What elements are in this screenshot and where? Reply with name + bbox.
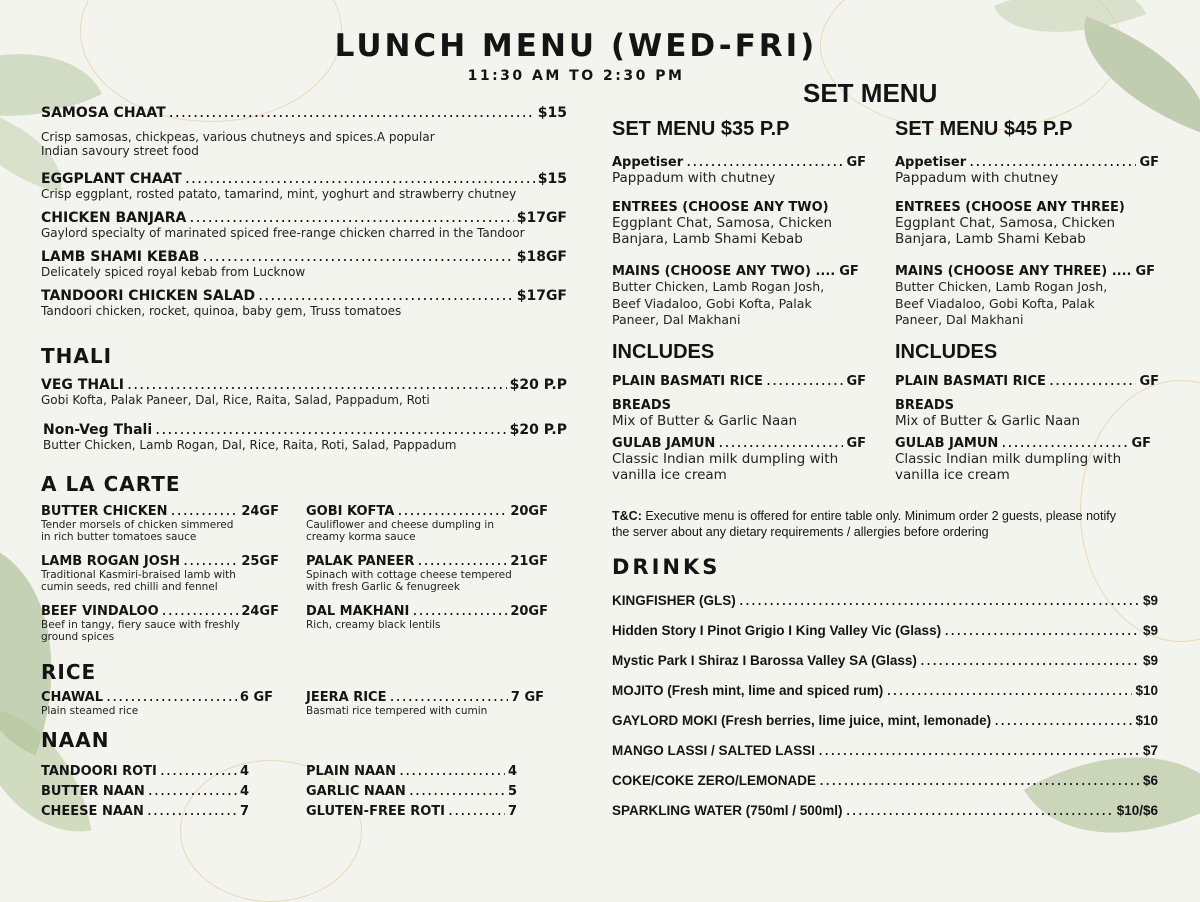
menu-item <box>41 374 567 407</box>
item-name: EGGPLANT CHAAT <box>41 171 182 187</box>
item-description: Traditional Kasmiri-braised lamb with cumin seeds, red chilli and fennel <box>41 569 236 593</box>
gulab-description: Classic Indian milk dumpling with vanilla ice cream <box>895 450 1122 483</box>
item-description: Beef in tangy, fiery sauce with freshly ground spices <box>41 619 241 643</box>
gf-tag: GF <box>846 435 866 451</box>
item-name: SAMOSA CHAAT <box>41 105 166 121</box>
item-name: CHICKEN BANJARA <box>41 210 187 226</box>
set-menu-35 <box>612 118 866 483</box>
item-price: $18GF <box>516 249 567 265</box>
terms-label: T&C: <box>612 509 642 523</box>
menu-item <box>41 168 567 201</box>
gf-tag: GF <box>846 155 866 170</box>
gf-tag: GF <box>839 264 859 279</box>
gf-tag: GF <box>846 373 866 389</box>
item-price: 20GF <box>510 604 548 619</box>
drink-price: $9 <box>1142 623 1158 638</box>
entrees-description: Eggplant Chat, Samosa, Chicken Banjara, Lamb Shami Kebab <box>895 215 1116 247</box>
item-name: DAL MAKHANI <box>306 604 410 619</box>
menu-item <box>41 600 279 643</box>
menu-item <box>306 600 548 631</box>
item-name: GLUTEN-FREE ROTI <box>306 804 446 819</box>
drink-price: $10 <box>1135 713 1158 728</box>
menu-item <box>41 550 279 600</box>
drink-name: SPARKLING WATER (750ml / 500ml) <box>612 803 843 818</box>
drinks-heading: DRINKS <box>612 555 721 579</box>
gf-tag: GF <box>1139 155 1159 170</box>
item-description: Tender morsels of chicken simmered in rich butter tomatoes sauce <box>41 519 234 543</box>
drink-item <box>612 680 1158 710</box>
item-name: PLAIN NAAN <box>306 764 396 779</box>
gulab-description: Classic Indian milk dumpling with vanilla ice cream <box>612 450 839 483</box>
item-name: GARLIC NAAN <box>306 784 406 799</box>
alacarte-left-column <box>41 500 279 643</box>
menu-item <box>41 102 567 158</box>
appetiser-label: Appetiser <box>612 155 684 170</box>
rice-label: PLAIN BASMATI RICE <box>895 373 1046 389</box>
menu-item <box>306 800 517 820</box>
drinks-list <box>612 590 1158 830</box>
drink-item <box>612 650 1158 680</box>
naan-heading: NAAN <box>41 728 110 752</box>
drink-price: $10/$6 <box>1116 803 1158 818</box>
item-name: VEG THALI <box>41 377 124 393</box>
rice-label: PLAIN BASMATI RICE <box>612 373 763 389</box>
item-price: 25GF <box>241 554 279 569</box>
item-price: 24GF <box>241 504 279 519</box>
item-name: GOBI KOFTA <box>306 504 395 519</box>
item-price: 20GF <box>510 504 548 519</box>
drink-item <box>612 770 1158 800</box>
drink-item <box>612 740 1158 770</box>
drink-name: GAYLORD MOKI (Fresh berries, lime juice, mint, lemonade) <box>612 713 992 728</box>
appetiser-label: Appetiser <box>895 155 967 170</box>
includes-heading: INCLUDES <box>612 340 715 363</box>
item-price: 4 <box>507 764 517 779</box>
gf-tag: GF <box>1135 264 1156 279</box>
item-description: Delicately spiced royal kebab from Lucknow <box>41 265 306 279</box>
item-name: LAMB ROGAN JOSH <box>41 554 181 569</box>
item-description: Butter Chicken, Lamb Rogan, Dal, Rice, Raita, Roti, Salad, Pappadum <box>43 438 457 452</box>
item-name: PALAK PANEER <box>306 554 415 569</box>
naan-left-column <box>41 760 249 820</box>
menu-item <box>41 760 249 780</box>
gulab-label: GULAB JAMUN <box>895 435 999 451</box>
breads-label: BREADS <box>895 397 955 413</box>
item-name: Non-Veg Thali <box>43 422 153 438</box>
breads-label: BREADS <box>612 397 672 413</box>
drink-name: MANGO LASSI / SALTED LASSI <box>612 743 816 758</box>
item-price: 7 GF <box>510 690 544 705</box>
item-description: Cauliflower and cheese dumpling in creamy korma sauce <box>306 519 494 543</box>
drink-name: MOJITO (Fresh mint, lime and spiced rum) <box>612 683 884 698</box>
menu-item <box>41 246 567 279</box>
menu-item <box>41 285 567 318</box>
appetiser-description: Pappadum with chutney <box>895 170 1059 186</box>
gulab-label: GULAB JAMUN <box>612 435 716 451</box>
item-name: CHEESE NAAN <box>41 804 144 819</box>
mains-label: MAINS (CHOOSE ANY TWO) .... <box>612 264 836 279</box>
item-price: $15 <box>537 171 567 187</box>
set-menu-title: SET MENU $45 P.P <box>895 118 1073 140</box>
item-name: BEEF VINDALOO <box>41 604 159 619</box>
item-description: Gobi Kofta, Palak Paneer, Dal, Rice, Raita, Salad, Pappadum, Roti <box>41 393 430 407</box>
item-price: 7 <box>239 804 249 819</box>
terms-text: Executive menu is offered for entire table only. Minimum order 2 guests, please notify the server about any dietary requirements / allergies before ordering <box>612 509 1116 539</box>
item-price: $20 P.P <box>509 377 567 393</box>
item-description: Plain steamed rice <box>41 705 139 717</box>
thali-heading: THALI <box>41 344 113 368</box>
drink-item <box>612 590 1158 620</box>
menu-item <box>41 207 567 240</box>
item-price: $17GF <box>516 288 567 304</box>
item-name: LAMB SHAMI KEBAB <box>41 249 200 265</box>
item-name: TANDOORI CHICKEN SALAD <box>41 288 256 304</box>
set-menu-title: SET MENU $35 P.P <box>612 118 790 140</box>
item-price: $17GF <box>516 210 567 226</box>
menu-item <box>306 500 548 550</box>
drink-price: $6 <box>1142 773 1158 788</box>
item-price: 6 GF <box>239 690 273 705</box>
drink-price: $10 <box>1135 683 1158 698</box>
item-price: 21GF <box>510 554 548 569</box>
menu-item <box>41 500 279 550</box>
page-title: LUNCH MENU (WED-FRI) <box>334 28 818 64</box>
mains-label: MAINS (CHOOSE ANY THREE) .... <box>895 264 1132 279</box>
starters-section <box>41 102 567 318</box>
drink-price: $9 <box>1142 653 1158 668</box>
item-name: CHAWAL <box>41 690 103 705</box>
item-description: Crisp eggplant, rosted patato, tamarind, mint, yoghurt and strawberry chutney <box>41 187 517 201</box>
item-description: Crisp samosas, chickpeas, various chutneys and spices.A popular Indian savoury street food <box>41 130 435 158</box>
breads-description: Mix of Butter & Garlic Naan <box>612 412 798 429</box>
drink-price: $7 <box>1142 743 1158 758</box>
item-price: $20 P.P <box>509 422 567 438</box>
terms-and-conditions <box>612 508 1132 540</box>
item-name: JEERA RICE <box>306 690 387 705</box>
thali-section <box>41 374 567 452</box>
breads-description: Mix of Butter & Garlic Naan <box>895 412 1081 429</box>
item-price: $15 <box>537 105 567 121</box>
item-description: Basmati rice tempered with cumin <box>306 705 488 717</box>
alacarte-heading: A LA CARTE <box>41 472 181 496</box>
item-name: TANDOORI ROTI <box>41 764 157 779</box>
drink-price: $9 <box>1142 593 1158 608</box>
item-description: Spinach with cottage cheese tempered with fresh Garlic & fenugreek <box>306 569 512 593</box>
item-price: 24GF <box>241 604 279 619</box>
menu-item <box>41 780 249 800</box>
menu-item <box>306 760 517 780</box>
hours-subtitle: 11:30 AM TO 2:30 PM <box>467 68 685 84</box>
set-menu-45 <box>895 118 1159 483</box>
item-price: 4 <box>239 784 249 799</box>
gf-tag: GF <box>1131 435 1151 451</box>
item-description: Gaylord specialty of marinated spiced free-range chicken charred in the Tandoor <box>41 226 525 240</box>
rice-heading: RICE <box>41 660 97 684</box>
item-price: 4 <box>239 764 249 779</box>
menu-item <box>41 419 567 452</box>
item-description: Tandoori chicken, rocket, quinoa, baby gem, Truss tomatoes <box>41 304 402 318</box>
item-name: BUTTER CHICKEN <box>41 504 168 519</box>
menu-item <box>41 800 249 820</box>
item-description: Rich, creamy black lentils <box>306 619 441 631</box>
drink-item <box>612 620 1158 650</box>
drink-name: KINGFISHER (GLS) <box>612 593 736 608</box>
naan-right-column <box>306 760 517 820</box>
drink-name: Hidden Story I Pinot Grigio I King Valley Vic (Glass) <box>612 623 942 638</box>
item-name: BUTTER NAAN <box>41 784 145 799</box>
drink-name: COKE/COKE ZERO/LEMONADE <box>612 773 817 788</box>
gf-tag: GF <box>1139 373 1159 389</box>
entrees-label: ENTREES (CHOOSE ANY THREE) <box>895 200 1125 215</box>
gold-line-decoration <box>820 0 1122 132</box>
drink-name: Mystic Park I Shiraz I Barossa Valley SA (Glass) <box>612 653 917 668</box>
item-price: 7 <box>507 804 517 819</box>
entrees-label: ENTREES (CHOOSE ANY TWO) <box>612 200 829 215</box>
mains-description: Butter Chicken, Lamb Rogan Josh, Beef Viadaloo, Gobi Kofta, Palak Paneer, Dal Makhani <box>895 279 1108 327</box>
includes-heading: INCLUDES <box>895 340 998 363</box>
alacarte-right-column <box>306 500 548 631</box>
set-menu-heading: SET MENU <box>803 78 938 108</box>
menu-item <box>306 780 517 800</box>
mains-description: Butter Chicken, Lamb Rogan Josh, Beef Viadaloo, Gobi Kofta, Palak Paneer, Dal Makhani <box>612 279 825 327</box>
item-price: 5 <box>507 784 517 799</box>
entrees-description: Eggplant Chat, Samosa, Chicken Banjara, Lamb Shami Kebab <box>612 215 833 247</box>
drink-item <box>612 710 1158 740</box>
menu-item <box>306 550 548 600</box>
drink-item <box>612 800 1158 830</box>
menu-item <box>306 686 544 717</box>
appetiser-description: Pappadum with chutney <box>612 170 776 186</box>
menu-item <box>41 686 273 717</box>
